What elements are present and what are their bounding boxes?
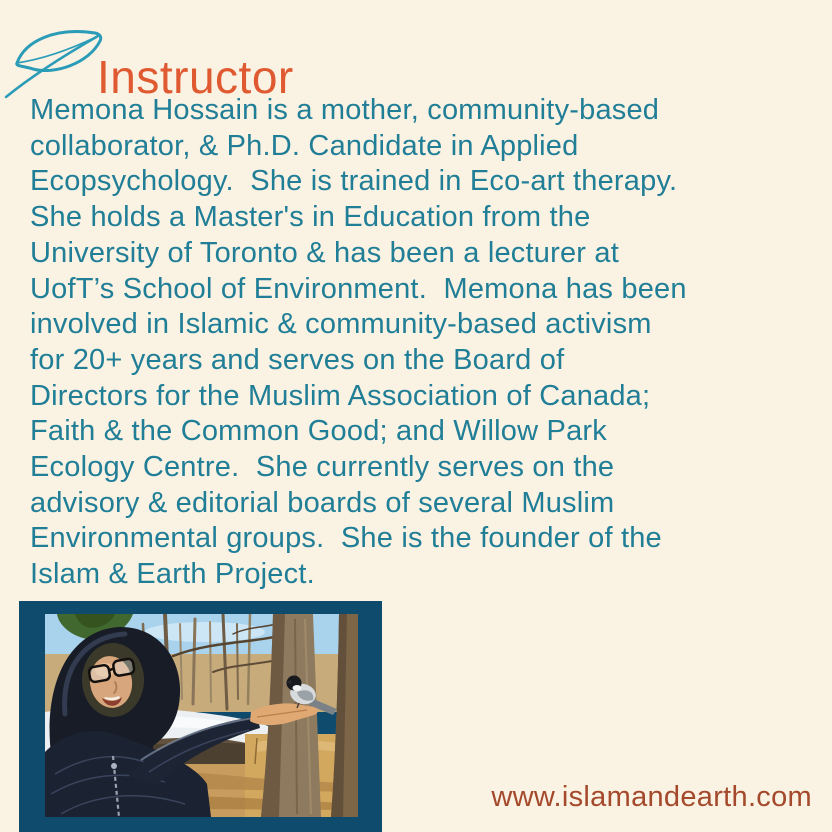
page-title: Instructor bbox=[97, 50, 294, 103]
bio-line: Memona Hossain is a mother, community-based bbox=[30, 94, 660, 126]
bio-line: Ecopsychology. She is trained in Eco-art therapy. bbox=[30, 165, 678, 198]
bio-line: She holds a Master's in Education from the bbox=[30, 201, 591, 234]
instructor-photo bbox=[45, 614, 358, 817]
bio-line: UofT’s School of Environment. Memona has been bbox=[30, 272, 687, 305]
bio-line: University of Toronto & has been a lecturer at bbox=[30, 236, 619, 269]
bio-line: Directors for the Muslim Association of Canada; bbox=[30, 379, 651, 412]
leaf-icon bbox=[3, 13, 111, 101]
bio-line: involved in Islamic & community-based activism bbox=[30, 308, 652, 341]
bio-line: Ecology Centre. She currently serves on the bbox=[30, 451, 615, 484]
bio-text bbox=[30, 93, 687, 593]
website-url: www.islamandearth.com bbox=[491, 781, 812, 813]
photo-frame bbox=[19, 601, 382, 832]
bio-line: Environmental groups. She is the founder of the bbox=[30, 522, 662, 555]
bio-line: Faith & the Common Good; and Willow Park bbox=[30, 415, 607, 448]
bio-line: Islam & Earth Project. bbox=[30, 558, 315, 591]
bio-line: advisory & editorial boards of several Muslim bbox=[30, 486, 615, 519]
bio-line: for 20+ years and serves on the Board of bbox=[30, 343, 565, 376]
bio-line: collaborator, & Ph.D. Candidate in Applied bbox=[30, 129, 579, 162]
